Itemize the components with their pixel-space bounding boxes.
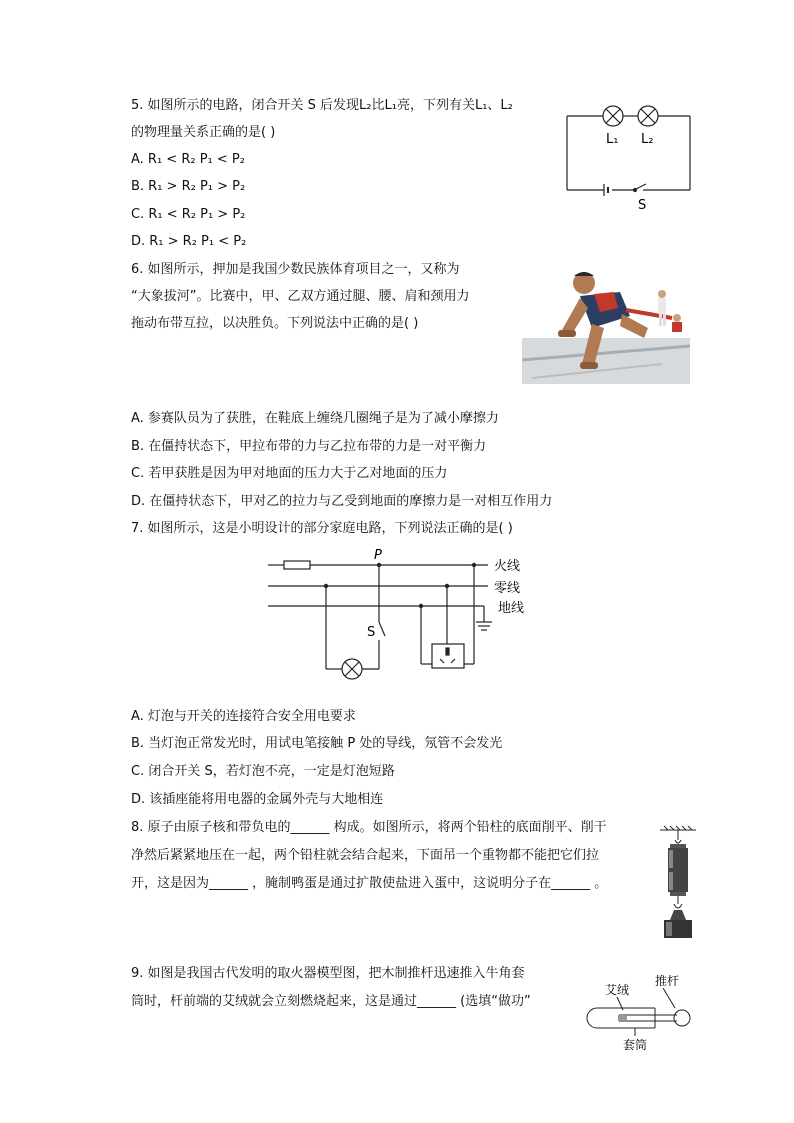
q5-option-b: B. R₁ > R₂ P₁ > P₂ bbox=[131, 179, 246, 194]
q5-option-d: D. R₁ > R₂ P₁ < P₂ bbox=[131, 234, 247, 249]
q9-stem-line1: 9. 如图是我国古代发明的取火器模型图，把木制推杆迅速推入牛角套 bbox=[131, 966, 525, 981]
lamp-icon bbox=[342, 659, 362, 679]
q6-photo-elephant-tug bbox=[522, 268, 690, 384]
q5-stem-line1: 5. 如图所示的电路，闭合开关 S 后发现L₂比L₁亮，下列有关L₁、L₂ bbox=[131, 98, 513, 113]
point-p-label: P bbox=[374, 548, 382, 563]
push-rod-label: 推杆 bbox=[655, 974, 680, 988]
q7-option-a: A. 灯泡与开关的连接符合安全用电要求 bbox=[131, 709, 356, 724]
q5-option-c: C. R₁ < R₂ P₁ > P₂ bbox=[131, 207, 246, 222]
q5-circuit-diagram bbox=[560, 100, 700, 215]
q6-option-d: D. 在僵持状态下，甲对乙的拉力与乙受到地面的摩擦力是一对相互作用力 bbox=[131, 494, 553, 509]
q6-stem-line2: “大象拔河”。比赛中，甲、乙双方通过腿、腰、肩和颈用力 bbox=[131, 289, 470, 304]
lamp-l2-label: L₂ bbox=[641, 132, 654, 147]
q8-lead-cylinders-figure bbox=[656, 824, 700, 940]
q6-stem-line3: 拖动布带互拉，以决胜负。下列说法中正确的是( ) bbox=[131, 316, 419, 331]
q7-option-d: D. 该插座能将用电器的金属外壳与大地相连 bbox=[131, 792, 384, 807]
ground-wire-label: 地线 bbox=[498, 601, 525, 616]
q7-option-b: B. 当灯泡正常发光时，用试电笔接触 P 处的导线，氖管不会发光 bbox=[131, 736, 503, 751]
q5-option-a: A. R₁ < R₂ P₁ < P₂ bbox=[131, 152, 245, 167]
q8-stem-line2: 净然后紧紧地压在一起，两个铅柱就会结合起来，下面吊一个重物都不能把它们拉 bbox=[131, 848, 600, 863]
q8-stem-line1: 8. 原子由原子核和带负电的______ 构成。如图所示，将两个铅柱的底面削平、削干 bbox=[131, 820, 607, 835]
neutral-wire-label: 零线 bbox=[494, 581, 521, 596]
switch-s-label: S bbox=[638, 198, 647, 213]
q9-fire-starter-figure bbox=[585, 970, 695, 1055]
moxa-label: 艾绒 bbox=[605, 983, 630, 997]
lamp-l2-icon bbox=[638, 106, 658, 126]
q7-stem-line1: 7. 如图所示，这是小明设计的部分家庭电路，下列说法正确的是( ) bbox=[131, 521, 513, 536]
q6-option-a: A. 参赛队员为了获胜，在鞋底上缠绕几圈绳子是为了减小摩擦力 bbox=[131, 411, 499, 426]
socket-icon bbox=[432, 644, 464, 668]
q7-household-circuit-diagram bbox=[262, 544, 538, 684]
q6-stem-line1: 6. 如图所示，押加是我国少数民族体育项目之一，又称为 bbox=[131, 262, 460, 277]
q6-option-c: C. 若甲获胜是因为甲对地面的压力大于乙对地面的压力 bbox=[131, 466, 448, 481]
lamp-l1-icon bbox=[603, 106, 623, 126]
q7-option-c: C. 闭合开关 S，若灯泡不亮，一定是灯泡短路 bbox=[131, 764, 395, 779]
q8-stem-line3: 开，这是因为______ ，腌制鸭蛋是通过扩散使盐进入蛋中，这说明分子在______ 。 bbox=[131, 876, 608, 891]
live-wire-label: 火线 bbox=[494, 559, 521, 574]
switch-label: S bbox=[367, 625, 376, 640]
q5-stem-line2: 的物理量关系正确的是( ) bbox=[131, 125, 276, 140]
q9-stem-line2: 筒时，杆前端的艾绒就会立刻燃烧起来，这是通过______ (选填“做功” bbox=[131, 994, 531, 1009]
lamp-l1-label: L₁ bbox=[606, 132, 619, 147]
sleeve-label: 套筒 bbox=[623, 1038, 648, 1052]
q6-option-b: B. 在僵持状态下，甲拉布带的力与乙拉布带的力是一对平衡力 bbox=[131, 439, 487, 454]
